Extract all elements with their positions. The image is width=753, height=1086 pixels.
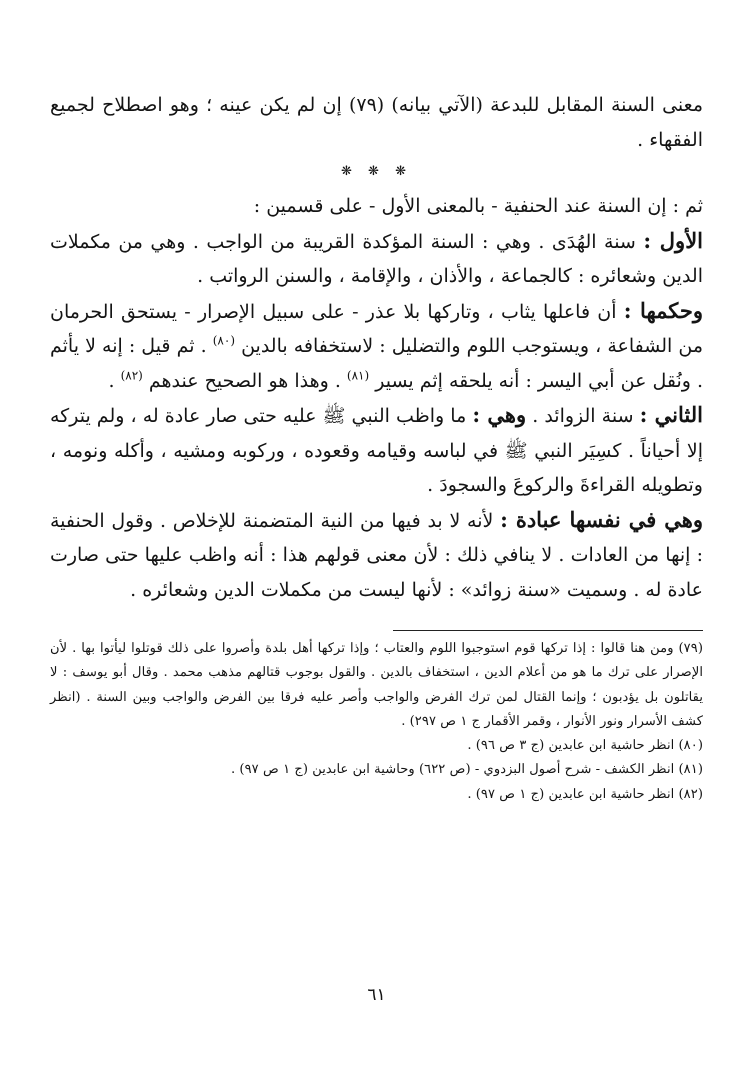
first-type-paragraph: [50, 224, 703, 294]
first-type-term: الأول :: [643, 227, 704, 253]
page-content: [50, 88, 703, 807]
second-type-paragraph: [50, 398, 703, 503]
intro-paragraph: معنى السنة المقابل للبدعة (الآتي بيانه) (٧٩) إن لم يكن عينه ؛ وهو اصطلاح لجميع الفقهاء .: [50, 94, 703, 151]
worship-paragraph: [50, 503, 703, 608]
footnote-79: (٧٩) ومن هنا قالوا : إذا تركها قوم استوجبوا اللوم والعتاب ؛ وإذا تركها أهل بلدة وأصروا على ذلك قوتلوا ليأتوا بها . لأن الإصرار على ترك ما هو من أعلام الدين ، استخفاف بالدين . والقول بوجوب قتالهم مذهب محمد . وقال أبو يوسف : لا يقاتلون بل يؤدبون ؛ وإنما القتال لمن ترك الفرض والواجب وأصر عليه فرقا بين الفرض والواجب وبين السنة . (انظر كشف الأسرار ونور الأنوار ، وقمر الأقمار ج ١ ص ٢٩٧) .: [50, 641, 703, 729]
first-type-text: سنة الهُدَى . وهي : السنة المؤكدة القريبة من الواجب . وهي من مكملات الدين وشعائره : كالجماعة ، والأذان ، والإقامة ، والسنن الرواتب .: [50, 230, 703, 287]
footnote-ref-82[interactable]: (٨٢): [120, 368, 143, 383]
ruling-text-b: . ثم قيل : إنه لا يأثم . ونُقل عن أبي اليسر : أنه يلحقه إثم يسير: [50, 335, 703, 392]
second-type-definition-term: وهي :: [472, 402, 527, 427]
footnote-82: (٨٢) انظر حاشية ابن عابدين (ج ١ ص ٩٧) .: [467, 786, 703, 802]
footnote-divider: [393, 630, 703, 631]
ruling-text-d: .: [108, 369, 121, 392]
footnote-80: (٨٠) انظر حاشية ابن عابدين (ج ٣ ص ٩٦) .: [467, 738, 703, 754]
ruling-term: وحكمها :: [623, 297, 703, 323]
main-text: [50, 88, 703, 607]
page-number: ٦١: [367, 985, 386, 1005]
division-paragraph: ثم : إن السنة عند الحنفية - بالمعنى الأول - على قسمين :: [253, 195, 703, 217]
ruling-text-a: أن فاعلها يثاب ، وتاركها بلا عذر - على سبيل الإصرار - يستحق الحرمان من الشفاعة ، ويستوجب اللوم والتضليل : لاستخفافه بالدين: [50, 300, 703, 357]
footnote-ref-81[interactable]: (٨١): [346, 368, 370, 383]
worship-term: وهي في نفسها عبادة :: [500, 506, 703, 532]
second-type-text-b: ما واظب النبي ﷺ عليه حتى صار عادة له ، ولم يتركه إلا أحياناً . كسِيَر النبي ﷺ في لباسه وقيامه وقعوده ، وركوبه ومشيه ، وأكله ونومه ، وتطويله القراءةَ والركوعَ والسجودَ .: [50, 405, 703, 496]
footnote-81: (٨١) انظر الكشف - شرح أصول البزدوي - (ص ٦٢٢) وحاشية ابن عابدين (ج ١ ص ٩٧) .: [231, 762, 703, 778]
second-type-text-a: سنة الزوائد .: [526, 405, 640, 427]
ruling-text-c: . وهذا هو الصحيح عندهم: [142, 369, 347, 392]
second-type-term: الثاني :: [639, 402, 703, 427]
worship-text: لأنه لا بد فيها من النية المتضمنة للإخلاص . وقول الحنفية : إنها من العادات . لا ينافي ذلك : لأن معنى قولهم هذا : أنه واظب عليها حتى صارت عادة له . وسميت «سنة زوائد» : لأنها ليست من مكملات الدين وشعائره .: [50, 509, 703, 601]
footnotes: [50, 637, 703, 807]
footnote-ref-80[interactable]: (٨٠): [212, 333, 235, 348]
section-ornament: ❋ ❋ ❋: [341, 164, 412, 179]
ruling-paragraph: [50, 294, 703, 399]
